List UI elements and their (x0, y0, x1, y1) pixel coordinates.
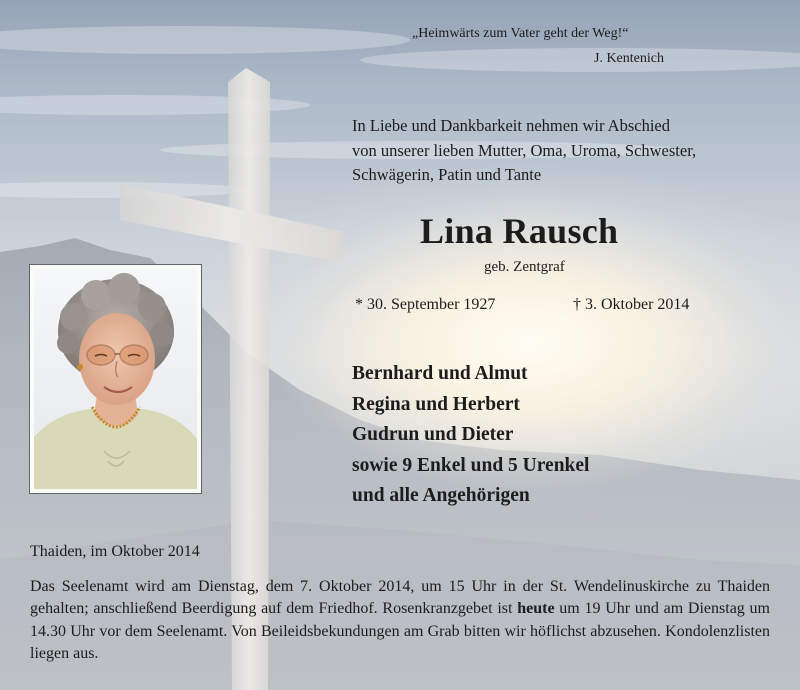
intro-line: Schwägerin, Patin und Tante (352, 165, 542, 184)
quote-author: J. Kentenich (594, 51, 664, 66)
place-date: Thaiden, im Oktober 2014 (30, 543, 200, 560)
notice-text: um 19 Uhr und am Dienstag um 14.30 Uhr vor dem Seelenamt. Von Beileidsbekundungen am Grab bitten wir höflichst abzusehen. Kondolenzlisten liegen aus. (30, 600, 771, 662)
mourner-name: sowie 9 Enkel und 5 Urenkel (352, 454, 590, 476)
mourner-name: Bernhard und Almut (352, 363, 528, 384)
portrait-image (34, 269, 197, 489)
death-date: † 3. Oktober 2014 (573, 296, 690, 313)
mourner-name: Regina und Herbert (352, 393, 520, 415)
intro-line: von unserer lieben Mutter, Oma, Uroma, Schwester, (352, 140, 697, 160)
notice-text: Das Seelenamt wird am Dienstag, dem 7. Oktober 2014, um 15 Uhr in der St. Wendelinuskirche zu Thaiden gehalten; anschließend Beerdigung auf dem Friedhof. Rosenkranzgebet ist (30, 578, 770, 618)
portrait-photo (29, 264, 202, 494)
birth-name: geb. Zentgraf (484, 259, 565, 275)
quote-text: „Heimwärts zum Vater geht der Weg!“ (412, 26, 629, 41)
birth-date: * 30. September 1927 (355, 296, 496, 313)
mourner-name: und alle Angehörigen (352, 485, 530, 506)
notice-emphasis: heute (517, 600, 555, 618)
deceased-name: Lina Rausch (420, 211, 619, 251)
funeral-notice (30, 576, 770, 665)
mourner-name: Gudrun und Dieter (352, 424, 514, 445)
intro-line: In Liebe und Dankbarkeit nehmen wir Abschied (352, 116, 670, 135)
